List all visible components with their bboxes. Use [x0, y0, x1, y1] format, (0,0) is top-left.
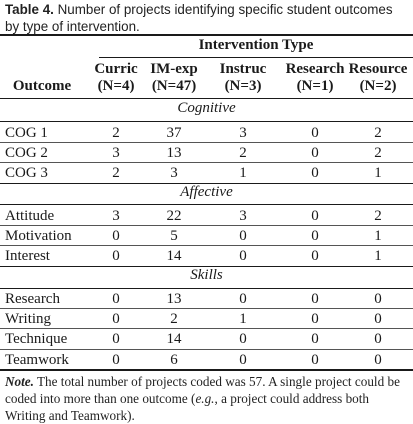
section-divider — [0, 183, 413, 184]
cell-value: 2 — [374, 145, 382, 161]
caption-label: Table 4. — [5, 2, 54, 17]
cell-value: 0 — [239, 248, 247, 264]
column-header-name: Research — [285, 61, 345, 77]
row-divider — [0, 162, 413, 163]
cell-value: 1 — [239, 165, 247, 181]
note-eg: e.g. — [195, 391, 215, 406]
cell-value: 0 — [112, 311, 120, 327]
section-title: Affective — [180, 184, 233, 200]
group-rule — [99, 57, 413, 58]
table-note — [5, 373, 410, 424]
row-label: Interest — [5, 248, 50, 264]
column-header-n: (N=4) — [97, 78, 135, 94]
row-label: Motivation — [5, 228, 72, 244]
cell-value: 0 — [311, 125, 319, 141]
cell-value: 1 — [374, 228, 382, 244]
column-header-name: IM-exp — [150, 61, 198, 77]
cell-value: 14 — [166, 248, 182, 264]
cell-value: 0 — [311, 248, 319, 264]
cell-value: 3 — [170, 165, 178, 181]
cell-value: 0 — [311, 208, 319, 224]
row-label: Writing — [5, 311, 52, 327]
section-rule — [0, 204, 413, 205]
column-header-n: (N=2) — [359, 78, 397, 94]
cell-value: 0 — [311, 352, 319, 368]
cell-value: 5 — [170, 228, 178, 244]
cell-value: 3 — [239, 208, 247, 224]
section-title: Cognitive — [177, 100, 236, 116]
cell-value: 0 — [112, 331, 120, 347]
cell-value: 6 — [170, 352, 178, 368]
cell-value: 3 — [239, 125, 247, 141]
cell-value: 0 — [374, 311, 382, 327]
cell-value: 0 — [311, 331, 319, 347]
column-header-n: (N=3) — [224, 78, 262, 94]
group-title: Intervention Type — [198, 37, 314, 53]
note-label: Note. — [5, 374, 34, 389]
cell-value: 2 — [112, 165, 120, 181]
section-divider — [0, 266, 413, 267]
row-divider — [0, 142, 413, 143]
column-header-name: Curric — [94, 61, 138, 77]
caption-text: Number of projects identifying specific student outcomes by type of intervention. — [5, 2, 393, 34]
row-label: Technique — [5, 331, 68, 347]
cell-value: 2 — [374, 125, 382, 141]
row-label: Research — [5, 291, 60, 307]
table-caption — [5, 1, 410, 35]
cell-value: 0 — [374, 352, 382, 368]
cell-value: 0 — [239, 352, 247, 368]
cell-value: 0 — [311, 291, 319, 307]
cell-value: 3 — [112, 208, 120, 224]
cell-value: 1 — [239, 311, 247, 327]
cell-value: 14 — [166, 331, 182, 347]
row-divider — [0, 328, 413, 329]
cell-value: 1 — [374, 248, 382, 264]
cell-value: 0 — [374, 291, 382, 307]
cell-value: 1 — [374, 165, 382, 181]
cell-value: 0 — [311, 311, 319, 327]
cell-value: 2 — [239, 145, 247, 161]
section-title: Skills — [190, 267, 223, 283]
cell-value: 3 — [112, 145, 120, 161]
row-divider — [0, 225, 413, 226]
cell-value: 0 — [112, 248, 120, 264]
cell-value: 0 — [239, 228, 247, 244]
cell-value: 13 — [166, 145, 182, 161]
cell-value: 0 — [374, 331, 382, 347]
cell-value: 0 — [311, 228, 319, 244]
cell-value: 2 — [374, 208, 382, 224]
row-divider — [0, 349, 413, 350]
top-rule — [0, 34, 413, 36]
row-label: Attitude — [5, 208, 55, 224]
cell-value: 0 — [112, 352, 120, 368]
row-label: COG 1 — [5, 125, 48, 141]
column-header-name: Instruc — [219, 61, 267, 77]
cell-value: 0 — [311, 145, 319, 161]
cell-value: 0 — [311, 165, 319, 181]
cell-value: 22 — [166, 208, 182, 224]
cell-value: 2 — [112, 125, 120, 141]
cell-value: 0 — [239, 291, 247, 307]
section-rule — [0, 288, 413, 289]
column-header-n: (N=1) — [296, 78, 334, 94]
cell-value: 0 — [112, 291, 120, 307]
cell-value: 13 — [166, 291, 182, 307]
row-label: COG 3 — [5, 165, 48, 181]
row-divider — [0, 245, 413, 246]
row-divider — [0, 308, 413, 309]
note-text-2: , a project could address both Writing and Teamwork). — [5, 391, 370, 423]
note-text-1: The total number of projects coded was 57. A single project could be coded into more than one outcome ( — [5, 374, 400, 406]
row-label: Teamwork — [5, 352, 69, 368]
row-label: COG 2 — [5, 145, 48, 161]
column-header-name: Resource — [348, 61, 408, 77]
column-header-n: (N=47) — [151, 78, 197, 94]
cell-value: 2 — [170, 311, 178, 327]
cell-value: 37 — [166, 125, 182, 141]
cell-value: 0 — [239, 331, 247, 347]
bottom-rule — [0, 369, 413, 371]
outcome-header: Outcome — [12, 78, 72, 94]
section-rule — [0, 121, 413, 122]
cell-value: 0 — [112, 228, 120, 244]
